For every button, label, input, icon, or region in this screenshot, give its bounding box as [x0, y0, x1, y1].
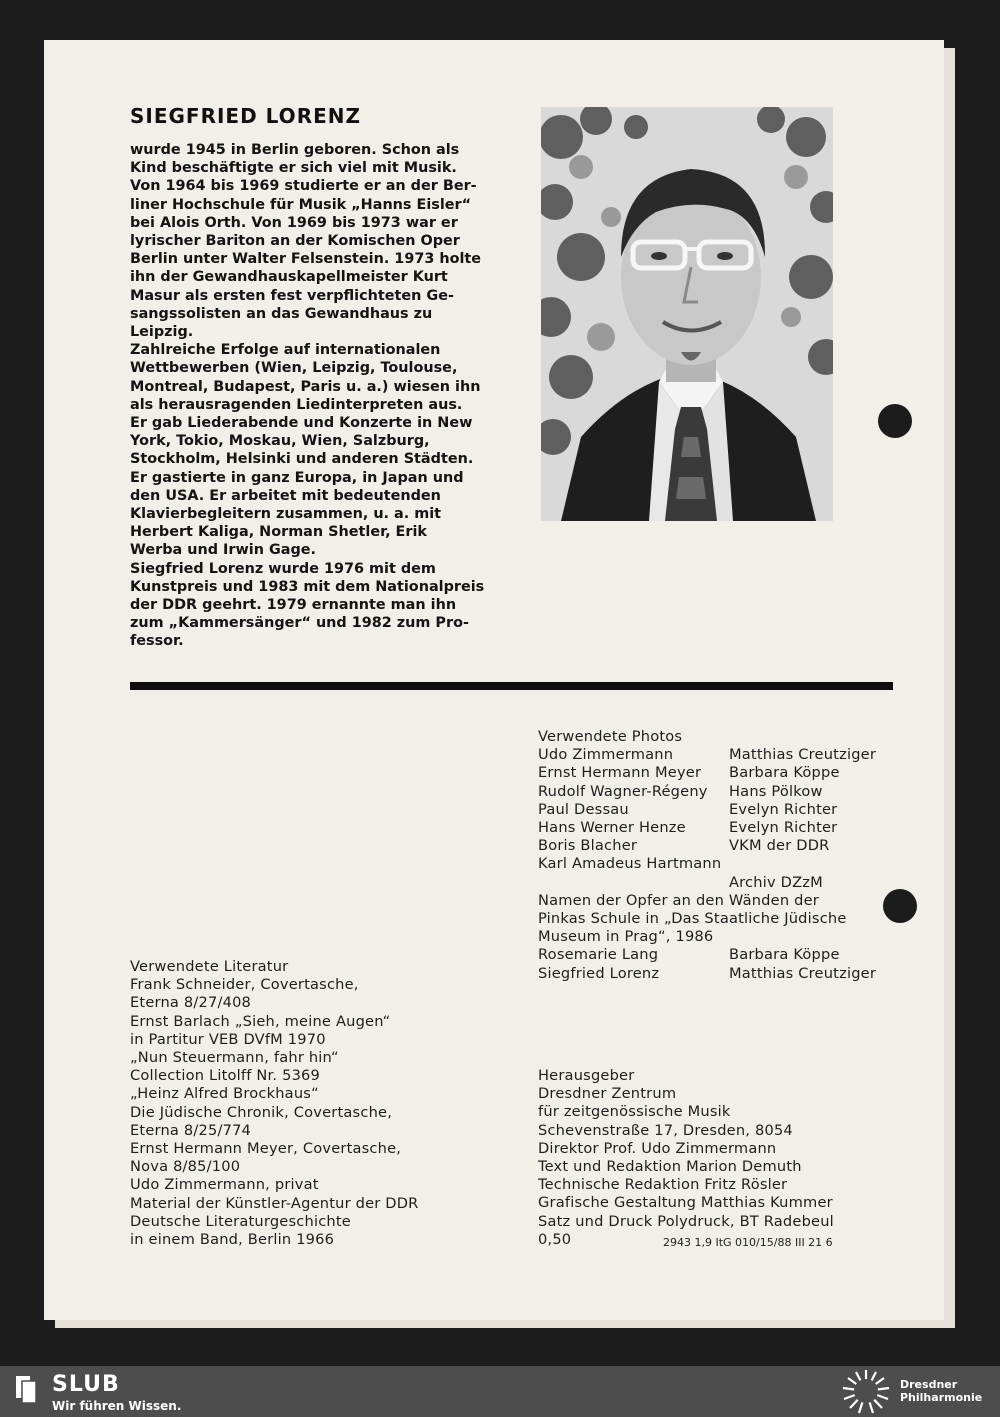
credit-subject: Udo Zimmermann — [538, 746, 674, 764]
bio-line: sangssolisten an das Gewandhaus zu — [130, 305, 433, 322]
bio-line: bei Alois Orth. Von 1969 bis 1973 war er — [130, 214, 458, 231]
credit-photographer: VKM der DDR — [729, 837, 830, 855]
bio-line: wurde 1945 in Berlin geboren. Schon als — [130, 142, 460, 158]
credit-row — [538, 783, 910, 801]
publisher-line: Satz und Druck Polydruck, BT Radebeul — [538, 1212, 834, 1230]
literature-line: Frank Schneider, Covertasche, — [130, 976, 359, 994]
section-divider — [130, 682, 893, 690]
bio-line: lyrischer Bariton an der Komischen Oper — [130, 233, 460, 250]
slub-logo-icon — [14, 1374, 38, 1404]
literature-line: in einem Band, Berlin 1966 — [130, 1231, 335, 1249]
literature-line: „Heinz Alfred Brockhaus“ — [130, 1085, 319, 1103]
bio-line: liner Hochschule für Musik „Hanns Eisler“ — [130, 196, 472, 213]
bio-line: fessor. — [130, 633, 184, 650]
bio-line: Masur als ersten fest verpflichteten Ge- — [130, 287, 454, 304]
dresdner-philharmonie-logo-icon — [840, 1368, 892, 1415]
bio-line: als herausragenden Liedinterpreten aus. — [130, 396, 463, 413]
punch-hole-upper — [878, 404, 912, 438]
publisher-line: Schevenstraße 17, Dresden, 8054 — [538, 1121, 793, 1139]
publisher-line: für zeitgenössische Musik — [538, 1103, 731, 1121]
credit-row — [538, 965, 910, 983]
dresdner-philharmonie-label[interactable] — [900, 1378, 982, 1404]
bio-line: Er gastierte in ganz Europa, in Japan und — [130, 469, 464, 486]
price: 0,50 — [538, 1230, 572, 1248]
publisher-line: Text und Redaktion Marion Demuth — [538, 1158, 802, 1176]
credit-row — [538, 764, 910, 782]
credit-photographer: Evelyn Richter — [729, 800, 838, 818]
bio-line: Er gab Liederabende und Konzerte in New — [130, 415, 473, 432]
credit-row — [538, 819, 910, 837]
bio-line: Wettbewerben (Wien, Leipzig, Toulouse, — [130, 360, 458, 377]
photo-credits — [538, 728, 910, 983]
literature-line: Eterna 8/25/774 — [130, 1121, 252, 1139]
bio-line: ihn der Gewandhauskapellmeister Kurt — [130, 269, 448, 286]
bio-line: Kind beschäftigte er sich viel mit Musik. — [130, 160, 457, 177]
bio-line: den USA. Er arbeitet mit bedeutenden — [130, 487, 441, 504]
literature-line: Ernst Hermann Meyer, Covertasche, — [130, 1140, 402, 1158]
credit-note-line: Pinkas Schule in „Das Staatliche Jüdische — [538, 910, 847, 928]
credit-row — [538, 946, 910, 964]
publisher-line: Direktor Prof. Udo Zimmermann — [538, 1139, 777, 1157]
bio-line: zum „Kammersänger“ und 1982 zum Pro- — [130, 615, 469, 632]
literature-heading: Verwendete Literatur — [130, 958, 289, 975]
bio-text — [130, 141, 500, 651]
credit-subject: Rosemarie Lang — [538, 946, 659, 964]
bio-line: Werba und Irwin Gage. — [130, 542, 317, 559]
credit-subject: Rudolf Wagner-Régeny — [538, 782, 708, 800]
footer-bar — [0, 1366, 1000, 1417]
literature-line: in Partitur VEB DVfM 1970 — [130, 1030, 326, 1048]
credit-note-line: Namen der Opfer an den Wänden der — [538, 891, 819, 909]
bio-line: Von 1964 bis 1969 studierte er an der Ber- — [130, 178, 477, 195]
credit-photographer: Evelyn Richter — [729, 819, 838, 837]
literature-line: Eterna 8/27/408 — [130, 994, 252, 1012]
literature-line: Udo Zimmermann, privat — [130, 1176, 319, 1194]
bio-line: Klavierbegleitern zusammen, u. a. mit — [130, 506, 442, 523]
partner-line-1: Dresdner — [900, 1378, 958, 1391]
credit-subject — [538, 874, 729, 892]
credit-row — [538, 855, 910, 873]
photo-credits-heading: Verwendete Photos — [538, 728, 683, 745]
publisher-info — [538, 1067, 910, 1252]
bio-line: Montreal, Budapest, Paris u. a.) wiesen ihn — [130, 378, 481, 395]
slub-name[interactable]: SLUB — [52, 1372, 120, 1397]
partner-line-2: Philharmonie — [900, 1391, 983, 1404]
literature-line: „Nun Steuermann, fahr hin“ — [130, 1049, 339, 1067]
publisher-heading: Herausgeber — [538, 1067, 635, 1084]
credit-photographer: Archiv DZzM — [729, 873, 823, 891]
credit-row — [538, 837, 910, 855]
credit-subject: Siegfried Lorenz — [538, 964, 660, 982]
bio-line: Berlin unter Walter Felsenstein. 1973 holte — [130, 251, 482, 268]
bio-line: Siegfried Lorenz wurde 1976 mit dem — [130, 560, 436, 577]
publisher-line: Dresdner Zentrum — [538, 1085, 677, 1103]
slub-tagline: Wir führen Wissen. — [52, 1399, 182, 1413]
publisher-line: Grafische Gestaltung Matthias Kummer — [538, 1194, 833, 1212]
credit-subject: Ernst Hermann Meyer — [538, 764, 702, 782]
credit-subject: Boris Blacher — [538, 837, 638, 855]
literature-line: Nova 8/85/100 — [130, 1158, 241, 1176]
portrait-photo-drawing — [541, 107, 833, 521]
bio-line: Herbert Kaliga, Norman Shetler, Erik — [130, 524, 427, 541]
credit-photographer: Barbara Köppe — [729, 764, 840, 782]
print-code: 2943 1,9 ItG 010/15/88 III 21 6 — [663, 1235, 833, 1249]
credit-photographer: Matthias Creutziger — [729, 964, 877, 982]
credit-note-line: Museum in Prag“, 1986 — [538, 928, 714, 946]
bio-title: SIEGFRIED LORENZ — [130, 104, 361, 128]
bio-line: Kunstpreis und 1983 mit dem Nationalpreis — [130, 578, 485, 595]
publisher-line: Technische Redaktion Fritz Rösler — [538, 1176, 788, 1194]
literature-list — [130, 958, 490, 1249]
credit-row — [538, 801, 910, 819]
credit-subject: Paul Dessau — [538, 800, 629, 818]
credit-subject: Hans Werner Henze — [538, 819, 686, 837]
credit-row — [538, 874, 910, 892]
bio-line: Leipzig. — [130, 324, 194, 341]
price-row — [538, 1231, 910, 1252]
credit-subject: Karl Amadeus Hartmann — [538, 855, 722, 873]
credit-row — [538, 746, 910, 764]
bio-line: Stockholm, Helsinki und anderen Städten. — [130, 451, 474, 468]
literature-line: Deutsche Literaturgeschichte — [130, 1212, 351, 1230]
portrait-photo — [541, 107, 833, 521]
bio-line: der DDR geehrt. 1979 ernannte man ihn — [130, 597, 457, 614]
literature-line: Die Jüdische Chronik, Covertasche, — [130, 1103, 393, 1121]
program-page — [44, 40, 944, 1320]
bio-line: Zahlreiche Erfolge auf internationalen — [130, 342, 441, 359]
credit-photographer: Barbara Köppe — [729, 946, 840, 964]
bio-line: York, Tokio, Moskau, Wien, Salzburg, — [130, 433, 430, 450]
literature-line: Collection Litolff Nr. 5369 — [130, 1067, 321, 1085]
credit-photographer: Matthias Creutziger — [729, 746, 877, 764]
literature-line: Material der Künstler-Agentur der DDR — [130, 1194, 419, 1212]
credit-photographer: Hans Pölkow — [729, 782, 823, 800]
literature-line: Ernst Barlach „Sieh, meine Augen“ — [130, 1012, 391, 1030]
